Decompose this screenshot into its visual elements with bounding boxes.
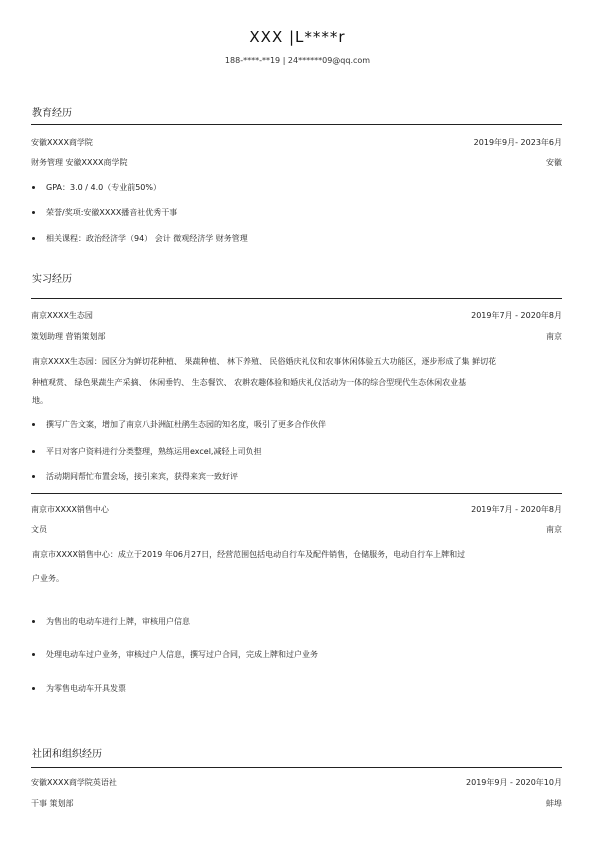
- section-divider: [31, 124, 562, 125]
- bullet-icon: [32, 423, 35, 426]
- internship-header-row: [31, 310, 562, 322]
- education-detail-row: [31, 157, 562, 169]
- job-role: 文员: [31, 525, 47, 534]
- section-divider: [31, 767, 562, 768]
- bullet-icon: [32, 620, 35, 623]
- company-description-line: 户业务。: [32, 574, 64, 583]
- club-location: 蚌埠: [546, 799, 562, 808]
- bullet-icon: [32, 211, 35, 214]
- internship-location: 南京: [546, 332, 562, 341]
- internship-detail-row: [31, 524, 562, 536]
- company-name: 南京市XXXX销售中心: [31, 505, 109, 514]
- club-role: 干事 策划部: [31, 799, 74, 808]
- bullet-icon: [32, 237, 35, 240]
- internship-header-row: [31, 504, 562, 516]
- education-date: 2019年9月- 2023年6月: [473, 138, 562, 147]
- internship-date: 2019年7月 - 2020年8月: [471, 505, 562, 514]
- club-name: 安徽XXXX商学院英语社: [31, 778, 117, 787]
- internship-detail-row: [31, 331, 562, 343]
- major-name: 财务管理 安徽XXXX商学院: [31, 158, 128, 167]
- company-description-line: 南京XXXX生态园：园区分为鲜切花种植、 果蔬种植、 林下养殖、 民俗婚庆礼仪和农事休闲体验五大功能区，逐步形成了集 鲜切花: [32, 357, 497, 366]
- bullet-icon: [32, 450, 35, 453]
- contact-info: 188-****-**19 | 24******09@qq.com: [224, 56, 371, 65]
- education-header-row: [31, 137, 562, 149]
- school-name: 安徽XXXX商学院: [31, 138, 93, 147]
- bullet-icon: [32, 186, 35, 189]
- job-role: 策划助理 营销策划部: [31, 332, 106, 341]
- internship-location: 南京: [546, 525, 562, 534]
- club-detail-row: [31, 798, 562, 810]
- section-divider: [31, 298, 562, 299]
- candidate-name: XXX |L****r: [249, 28, 346, 46]
- bullet-icon: [32, 687, 35, 690]
- company-description-line: 地。: [32, 396, 48, 405]
- company-description-line: 南京市XXXX销售中心：成立于2019 年06月27日，经营范围包括电动自行车及配件销售，仓储服务，电动自行车上牌和过: [32, 550, 466, 559]
- bullet-icon: [32, 475, 35, 478]
- section-title-clubs: 社团和组织经历: [32, 749, 102, 760]
- section-title-internship: 实习经历: [32, 274, 72, 285]
- resume-page: XXX |L****r 188-****-**19 | 24******09@qq.com 教育经历 安徽XXXX商学院 2019年9月- 2023年6月 财务管理 安徽XXXX商学院 安徽 GPA：3.0 / 4.0（专业前50%） 荣誉/奖项:安徽XXXX播音社优秀干事 相关课程：政治经济学（94） 会计 微观经济学 财务管理 实习经历 南京XXXX生态园 2019年7月 - 2020年8月 策划助理 营销策划部 南京 南京XXXX生态园：园区分为鲜切花种植、 果蔬种植、 林下养殖、 民俗婚庆礼仪和农事休闲体验五大功能区，逐步形成了集 鲜切花 种植观赏、 绿色果蔬生产采摘、 休闲垂钓、 生态餐饮、 农耕农趣体验和婚庆礼仪活动为一体的综合型现代生态休闲农业基 地。 撰写广告文案，增加了南京八卦洲缸杜鹃生态园的知名度，吸引了更多合作伙伴 平日对客户资料进行分类整理，熟练运用excel,减轻上司负担 活动期间帮忙布置会场，接引来宾，获得来宾一致好评 南京市XXXX销售中心 2019年7月 - 2020年8月 文员 南京 南京市XXXX销售中心：成立于2019 年06月27日，经营范围包括电动自行车及配件销售，仓储服务，电动自行车上牌和过 户业务。 为售出的电动车进行上牌，审核用户信息 处理电动车过户业务，审核过户人信息，撰写过户合同，完成上牌和过户业务 为零售电动车开具发票 社团和组织经历 安徽XXXX商学院英语社 2019年9月 - 2020年10月 干事 策划部 蚌埠: [0, 0, 595, 842]
- entry-divider: [31, 493, 562, 494]
- internship-date: 2019年7月 - 2020年8月: [471, 311, 562, 320]
- bullet-icon: [32, 653, 35, 656]
- education-location: 安徽: [546, 158, 562, 167]
- company-description-line: 种植观赏、 绿色果蔬生产采摘、 休闲垂钓、 生态餐饮、 农耕农趣体验和婚庆礼仪活动为一体的综合型现代生态休闲农业基: [32, 378, 467, 387]
- club-header-row: [31, 777, 562, 789]
- club-date: 2019年9月 - 2020年10月: [466, 778, 562, 787]
- company-name: 南京XXXX生态园: [31, 311, 93, 320]
- section-title-education: 教育经历: [32, 108, 72, 119]
